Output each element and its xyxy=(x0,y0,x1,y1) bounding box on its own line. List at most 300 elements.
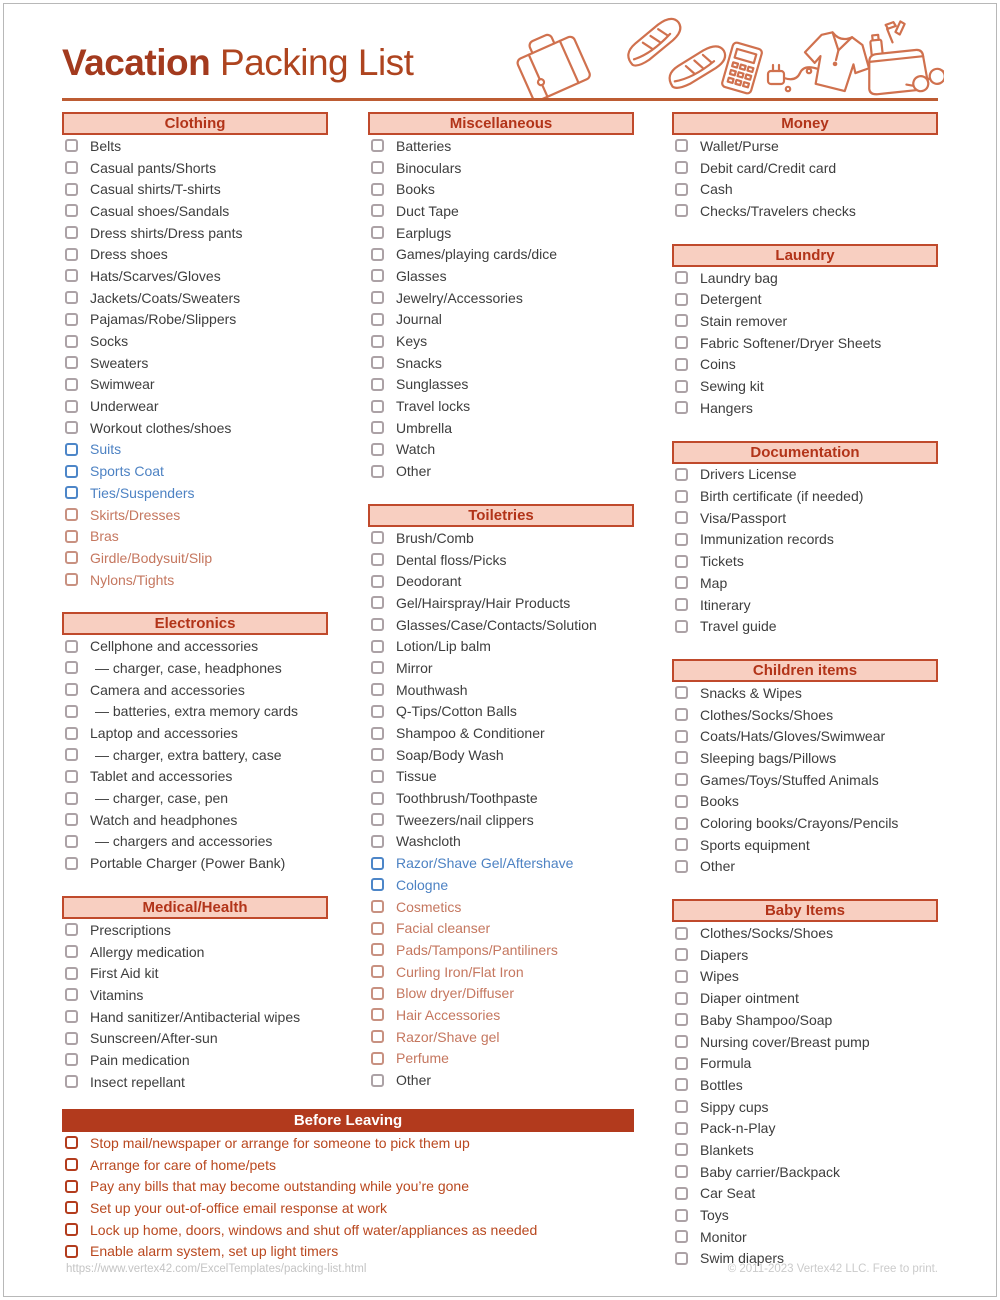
checklist-item[interactable] xyxy=(368,939,634,961)
checklist-item[interactable] xyxy=(368,330,634,352)
item-label: Dress shirts/Dress pants xyxy=(90,224,243,241)
item-label: Deodorant xyxy=(396,573,462,590)
checklist-item[interactable] xyxy=(62,809,328,831)
checklist-item[interactable] xyxy=(62,460,328,482)
checklist-item[interactable] xyxy=(672,354,938,376)
checkbox-icon[interactable] xyxy=(65,183,78,196)
checkbox-icon[interactable] xyxy=(371,770,384,783)
checkbox-icon[interactable] xyxy=(65,640,78,653)
checkbox-icon[interactable] xyxy=(371,553,384,566)
item-label: Map xyxy=(700,574,728,591)
checklist-item[interactable] xyxy=(672,1031,938,1053)
checkbox-icon[interactable] xyxy=(675,380,688,393)
checklist-item[interactable] xyxy=(672,1204,938,1226)
checklist-item[interactable] xyxy=(368,809,634,831)
checkbox-icon[interactable] xyxy=(371,813,384,826)
item-label: Dress shoes xyxy=(90,246,168,263)
checkbox-icon[interactable] xyxy=(675,927,688,940)
checklist-item[interactable] xyxy=(62,157,328,179)
checklist-item[interactable] xyxy=(62,701,328,723)
checkbox-icon[interactable] xyxy=(65,945,78,958)
checkbox-icon[interactable] xyxy=(675,139,688,152)
checkbox-icon[interactable] xyxy=(65,1201,78,1214)
checklist-item[interactable] xyxy=(62,1175,634,1197)
checklist-item[interactable] xyxy=(368,831,634,853)
checkbox-icon[interactable] xyxy=(371,835,384,848)
checklist-item[interactable] xyxy=(62,525,328,547)
checklist-item[interactable] xyxy=(62,744,328,766)
checkbox-icon[interactable] xyxy=(65,923,78,936)
checkbox-icon[interactable] xyxy=(371,661,384,674)
checkbox-icon[interactable] xyxy=(675,598,688,611)
checkbox-icon[interactable] xyxy=(65,705,78,718)
checklist-item[interactable] xyxy=(672,682,938,704)
checklist-item[interactable] xyxy=(672,200,938,222)
checklist-item[interactable] xyxy=(62,178,328,200)
checkbox-icon[interactable] xyxy=(371,226,384,239)
checklist-item[interactable] xyxy=(368,352,634,374)
checkbox-icon[interactable] xyxy=(675,1165,688,1178)
checklist-item[interactable] xyxy=(368,178,634,200)
checkbox-icon[interactable] xyxy=(65,465,78,478)
checkbox-icon[interactable] xyxy=(65,857,78,870)
item-label: Car Seat xyxy=(700,1185,756,1202)
checklist-item[interactable] xyxy=(62,679,328,701)
checklist-item[interactable] xyxy=(368,852,634,874)
checklist-item[interactable] xyxy=(368,917,634,939)
checklist-item[interactable] xyxy=(62,504,328,526)
checklist-item[interactable] xyxy=(368,570,634,592)
checkbox-icon[interactable] xyxy=(675,1252,688,1265)
checkbox-icon[interactable] xyxy=(371,1074,384,1087)
item-label: Diapers xyxy=(700,946,749,963)
checkbox-icon[interactable] xyxy=(65,486,78,499)
checkbox-icon[interactable] xyxy=(371,987,384,1000)
item-label: Games/Toys/Stuffed Animals xyxy=(700,771,879,788)
checklist-item[interactable] xyxy=(672,1117,938,1139)
checklist-item[interactable] xyxy=(62,919,328,941)
checklist-item[interactable] xyxy=(368,527,634,549)
checklist-item[interactable] xyxy=(62,1154,634,1176)
checkbox-icon[interactable] xyxy=(371,727,384,740)
checklist-item[interactable] xyxy=(368,374,634,396)
checklist-item[interactable] xyxy=(672,572,938,594)
checklist-item[interactable] xyxy=(368,549,634,571)
checklist-item[interactable] xyxy=(672,987,938,1009)
item-label: Swimwear xyxy=(90,376,155,393)
checklist-item[interactable] xyxy=(62,852,328,874)
checkbox-icon[interactable] xyxy=(371,943,384,956)
checklist-item[interactable] xyxy=(672,288,938,310)
checkbox-icon[interactable] xyxy=(371,1030,384,1043)
checkbox-icon[interactable] xyxy=(65,421,78,434)
checklist-item[interactable] xyxy=(368,460,634,482)
item-label: Lock up home, doors, windows and shut off water/appliances as needed xyxy=(90,1221,538,1238)
checkbox-icon[interactable] xyxy=(675,795,688,808)
checklist-item[interactable] xyxy=(672,1052,938,1074)
checkbox-icon[interactable] xyxy=(65,204,78,217)
checklist-item[interactable] xyxy=(672,747,938,769)
checklist-item[interactable] xyxy=(368,657,634,679)
checklist-item[interactable] xyxy=(62,1027,328,1049)
section-laundry xyxy=(672,244,938,419)
checkbox-icon[interactable] xyxy=(675,555,688,568)
checklist-item[interactable] xyxy=(62,984,328,1006)
item-label: Clothes/Socks/Shoes xyxy=(700,706,834,723)
checkbox-icon[interactable] xyxy=(65,226,78,239)
checkbox-icon[interactable] xyxy=(371,531,384,544)
checkbox-icon[interactable] xyxy=(371,443,384,456)
checkbox-icon[interactable] xyxy=(65,967,78,980)
section-header-toiletries: Toiletries xyxy=(368,504,634,527)
travel-items-illustration xyxy=(514,14,944,100)
section-children-items xyxy=(672,659,938,877)
checklist-item[interactable] xyxy=(672,178,938,200)
checkbox-icon[interactable] xyxy=(675,817,688,830)
checklist-item[interactable] xyxy=(672,1226,938,1248)
checkbox-icon[interactable] xyxy=(675,204,688,217)
checklist-item[interactable] xyxy=(62,547,328,569)
item-label: Hair Accessories xyxy=(396,1006,501,1023)
checklist-item[interactable] xyxy=(672,1074,938,1096)
section-items xyxy=(62,1132,634,1262)
checkbox-icon[interactable] xyxy=(371,748,384,761)
checkbox-icon[interactable] xyxy=(371,421,384,434)
checkbox-icon[interactable] xyxy=(675,183,688,196)
checkbox-icon[interactable] xyxy=(65,813,78,826)
checklist-item[interactable] xyxy=(672,1009,938,1031)
checklist-item[interactable] xyxy=(672,704,938,726)
checklist-item[interactable] xyxy=(62,941,328,963)
checklist-item[interactable] xyxy=(672,1139,938,1161)
checkbox-icon[interactable] xyxy=(65,748,78,761)
checklist-item[interactable] xyxy=(62,962,328,984)
checklist-item[interactable] xyxy=(62,635,328,657)
checkbox-icon[interactable] xyxy=(675,1230,688,1243)
checkbox-icon[interactable] xyxy=(675,751,688,764)
checkbox-icon[interactable] xyxy=(65,1223,78,1236)
checkbox-icon[interactable] xyxy=(65,313,78,326)
checklist-item[interactable] xyxy=(672,375,938,397)
shirt-icon xyxy=(798,27,875,95)
checklist-item[interactable] xyxy=(672,812,938,834)
checkbox-icon[interactable] xyxy=(65,1180,78,1193)
checklist-item[interactable] xyxy=(62,831,328,853)
checklist-item[interactable] xyxy=(368,1004,634,1026)
checklist-item[interactable] xyxy=(672,615,938,637)
checkbox-icon[interactable] xyxy=(675,730,688,743)
checklist-item[interactable] xyxy=(368,395,634,417)
checkbox-icon[interactable] xyxy=(371,705,384,718)
checkbox-icon[interactable] xyxy=(371,965,384,978)
checkbox-icon[interactable] xyxy=(675,620,688,633)
checkbox-icon[interactable] xyxy=(675,708,688,721)
checkbox-icon[interactable] xyxy=(371,356,384,369)
checklist-item[interactable] xyxy=(62,374,328,396)
checkbox-icon[interactable] xyxy=(371,161,384,174)
checkbox-icon[interactable] xyxy=(65,1136,78,1149)
checklist-item[interactable] xyxy=(368,1069,634,1091)
footer-url: https://www.vertex42.com/ExcelTemplates/packing-list.html xyxy=(66,1263,367,1275)
checklist-item[interactable] xyxy=(672,332,938,354)
checkbox-icon[interactable] xyxy=(65,335,78,348)
checklist-item[interactable] xyxy=(62,243,328,265)
checkbox-icon[interactable] xyxy=(371,640,384,653)
checkbox-icon[interactable] xyxy=(371,269,384,282)
checklist-item[interactable] xyxy=(672,791,938,813)
checklist-item[interactable] xyxy=(672,550,938,572)
checklist-item[interactable] xyxy=(672,1161,938,1183)
item-label: Laptop and accessories xyxy=(90,725,238,742)
item-label: Dental floss/Picks xyxy=(396,551,507,568)
checkbox-icon[interactable] xyxy=(675,490,688,503)
checklist-item[interactable] xyxy=(672,944,938,966)
checkbox-icon[interactable] xyxy=(65,356,78,369)
checklist-item[interactable] xyxy=(368,439,634,461)
checkbox-icon[interactable] xyxy=(65,443,78,456)
checkbox-icon[interactable] xyxy=(371,248,384,261)
checkbox-icon[interactable] xyxy=(371,922,384,935)
item-label: Other xyxy=(700,858,736,875)
checkbox-icon[interactable] xyxy=(675,271,688,284)
checkbox-icon[interactable] xyxy=(675,576,688,589)
checkbox-icon[interactable] xyxy=(65,378,78,391)
checklist-item[interactable] xyxy=(368,701,634,723)
checkbox-icon[interactable] xyxy=(371,139,384,152)
checklist-item[interactable] xyxy=(672,725,938,747)
checklist-item[interactable] xyxy=(368,787,634,809)
checklist-item[interactable] xyxy=(62,352,328,374)
checkbox-icon[interactable] xyxy=(675,838,688,851)
checkbox-icon[interactable] xyxy=(371,596,384,609)
item-label: Girdle/Bodysuit/Slip xyxy=(90,549,213,566)
checklist-item[interactable] xyxy=(62,1049,328,1071)
checklist-item[interactable] xyxy=(62,1219,634,1241)
checkbox-icon[interactable] xyxy=(675,773,688,786)
checkbox-icon[interactable] xyxy=(675,314,688,327)
checklist-item[interactable] xyxy=(672,485,938,507)
checklist-item[interactable] xyxy=(368,309,634,331)
checkbox-icon[interactable] xyxy=(675,1187,688,1200)
checkbox-icon[interactable] xyxy=(65,727,78,740)
checklist-item[interactable] xyxy=(62,1071,328,1093)
checklist-item[interactable] xyxy=(672,157,938,179)
checklist-item[interactable] xyxy=(62,569,328,591)
checkbox-icon[interactable] xyxy=(65,248,78,261)
checklist-item[interactable] xyxy=(368,243,634,265)
checkbox-icon[interactable] xyxy=(675,1013,688,1026)
item-label: Sports Coat xyxy=(90,463,164,480)
checklist-item[interactable] xyxy=(672,397,938,419)
checklist-item[interactable] xyxy=(672,529,938,551)
checkbox-icon[interactable] xyxy=(371,400,384,413)
checkbox-icon[interactable] xyxy=(675,970,688,983)
checkbox-icon[interactable] xyxy=(65,400,78,413)
checklist-item[interactable] xyxy=(368,635,634,657)
checklist-item[interactable] xyxy=(368,679,634,701)
checkbox-icon[interactable] xyxy=(371,792,384,805)
checkbox-icon[interactable] xyxy=(65,161,78,174)
checkbox-icon[interactable] xyxy=(675,401,688,414)
checklist-item[interactable] xyxy=(672,594,938,616)
checkbox-icon[interactable] xyxy=(675,293,688,306)
checkbox-icon[interactable] xyxy=(65,1010,78,1023)
checklist-item[interactable] xyxy=(672,856,938,878)
checkbox-icon[interactable] xyxy=(675,511,688,524)
checklist-item[interactable] xyxy=(368,592,634,614)
checkbox-icon[interactable] xyxy=(65,573,78,586)
checklist-item[interactable] xyxy=(62,265,328,287)
checkbox-icon[interactable] xyxy=(371,575,384,588)
checklist-item[interactable] xyxy=(368,222,634,244)
item-label: Lotion/Lip balm xyxy=(396,638,491,655)
checkbox-icon[interactable] xyxy=(675,686,688,699)
checklist-item[interactable] xyxy=(368,896,634,918)
checklist-item[interactable] xyxy=(62,1197,634,1219)
checkbox-icon[interactable] xyxy=(675,992,688,1005)
checklist-item[interactable] xyxy=(62,222,328,244)
checkbox-icon[interactable] xyxy=(65,1245,78,1258)
checklist-item[interactable] xyxy=(368,982,634,1004)
checklist-item[interactable] xyxy=(368,265,634,287)
checkbox-icon[interactable] xyxy=(65,1053,78,1066)
checkbox-icon[interactable] xyxy=(371,1008,384,1021)
checklist-item[interactable] xyxy=(368,744,634,766)
checkbox-icon[interactable] xyxy=(65,683,78,696)
checkbox-icon[interactable] xyxy=(371,857,384,870)
checkbox-icon[interactable] xyxy=(371,291,384,304)
checkbox-icon[interactable] xyxy=(675,1143,688,1156)
section-header-documentation: Documentation xyxy=(672,441,938,464)
section-documentation xyxy=(672,441,938,638)
checkbox-icon[interactable] xyxy=(675,1122,688,1135)
checklist-item[interactable] xyxy=(368,1048,634,1070)
checkbox-icon[interactable] xyxy=(675,1057,688,1070)
checklist-item[interactable] xyxy=(368,200,634,222)
checkbox-icon[interactable] xyxy=(65,835,78,848)
checkbox-icon[interactable] xyxy=(371,378,384,391)
checkbox-icon[interactable] xyxy=(675,1035,688,1048)
item-label: — charger, case, pen xyxy=(95,790,229,807)
checkbox-icon[interactable] xyxy=(675,161,688,174)
checkbox-icon[interactable] xyxy=(371,204,384,217)
checklist-item[interactable] xyxy=(62,766,328,788)
item-label: Socks xyxy=(90,333,129,350)
checkbox-icon[interactable] xyxy=(371,618,384,631)
checkbox-icon[interactable] xyxy=(65,1032,78,1045)
checklist-item[interactable] xyxy=(62,439,328,461)
checklist-item[interactable] xyxy=(672,310,938,332)
checklist-item[interactable] xyxy=(62,200,328,222)
checkbox-icon[interactable] xyxy=(65,1158,78,1171)
checkbox-icon[interactable] xyxy=(675,468,688,481)
column-middle xyxy=(368,112,634,1091)
checkbox-icon[interactable] xyxy=(65,661,78,674)
checkbox-icon[interactable] xyxy=(65,792,78,805)
checkbox-icon[interactable] xyxy=(675,1209,688,1222)
checkbox-icon[interactable] xyxy=(65,770,78,783)
checklist-item[interactable] xyxy=(672,267,938,289)
checklist-item[interactable] xyxy=(62,135,328,157)
checkbox-icon[interactable] xyxy=(371,900,384,913)
checklist-item[interactable] xyxy=(62,722,328,744)
checklist-item[interactable] xyxy=(672,135,938,157)
checkbox-icon[interactable] xyxy=(65,1075,78,1088)
checklist-item[interactable] xyxy=(672,922,938,944)
checklist-item[interactable] xyxy=(368,722,634,744)
checklist-item[interactable] xyxy=(368,1026,634,1048)
checkbox-icon[interactable] xyxy=(675,860,688,873)
checkbox-icon[interactable] xyxy=(65,530,78,543)
checkbox-icon[interactable] xyxy=(371,183,384,196)
checklist-item[interactable] xyxy=(62,787,328,809)
checklist-item[interactable] xyxy=(62,309,328,331)
checklist-item[interactable] xyxy=(368,287,634,309)
checklist-item[interactable] xyxy=(368,766,634,788)
checkbox-icon[interactable] xyxy=(675,336,688,349)
page-title-accent: Vacation xyxy=(62,42,211,83)
checklist-item[interactable] xyxy=(368,417,634,439)
checklist-item[interactable] xyxy=(62,1240,634,1262)
checkbox-icon[interactable] xyxy=(371,335,384,348)
checklist-item[interactable] xyxy=(672,464,938,486)
checklist-item[interactable] xyxy=(672,769,938,791)
checklist-item[interactable] xyxy=(672,1096,938,1118)
column-left xyxy=(62,112,328,1093)
checklist-item[interactable] xyxy=(62,330,328,352)
checkbox-icon[interactable] xyxy=(65,508,78,521)
checkbox-icon[interactable] xyxy=(65,291,78,304)
checklist-item[interactable] xyxy=(62,395,328,417)
checkbox-icon[interactable] xyxy=(675,533,688,546)
checkbox-icon[interactable] xyxy=(371,878,384,891)
section-baby-items xyxy=(672,899,938,1269)
checklist-item[interactable] xyxy=(62,417,328,439)
checklist-item[interactable] xyxy=(368,961,634,983)
checkbox-icon[interactable] xyxy=(675,358,688,371)
checklist-item[interactable] xyxy=(672,1183,938,1205)
checklist-item[interactable] xyxy=(368,135,634,157)
checklist-item[interactable] xyxy=(62,657,328,679)
item-label: Tweezers/nail clippers xyxy=(396,811,534,828)
checkbox-icon[interactable] xyxy=(675,1100,688,1113)
checklist-item[interactable] xyxy=(62,1132,634,1154)
checkbox-icon[interactable] xyxy=(371,1052,384,1065)
checkbox-icon[interactable] xyxy=(65,139,78,152)
checklist-item[interactable] xyxy=(62,287,328,309)
checkbox-icon[interactable] xyxy=(65,988,78,1001)
checkbox-icon[interactable] xyxy=(675,1078,688,1091)
checklist-item[interactable] xyxy=(62,1006,328,1028)
checklist-item[interactable] xyxy=(368,874,634,896)
checkbox-icon[interactable] xyxy=(371,683,384,696)
checkbox-icon[interactable] xyxy=(65,269,78,282)
checklist-item[interactable] xyxy=(368,157,634,179)
item-label: Diaper ointment xyxy=(700,990,799,1007)
checklist-item[interactable] xyxy=(368,614,634,636)
checkbox-icon[interactable] xyxy=(371,465,384,478)
checklist-item[interactable] xyxy=(62,482,328,504)
checklist-item[interactable] xyxy=(672,966,938,988)
checklist-item[interactable] xyxy=(672,834,938,856)
checkbox-icon[interactable] xyxy=(675,948,688,961)
item-label: Sunglasses xyxy=(396,376,469,393)
item-label: Set up your out-of-office email response at work xyxy=(90,1199,388,1216)
checklist-item[interactable] xyxy=(672,507,938,529)
item-label: Snacks xyxy=(396,354,442,371)
checkbox-icon[interactable] xyxy=(371,313,384,326)
checkbox-icon[interactable] xyxy=(65,551,78,564)
